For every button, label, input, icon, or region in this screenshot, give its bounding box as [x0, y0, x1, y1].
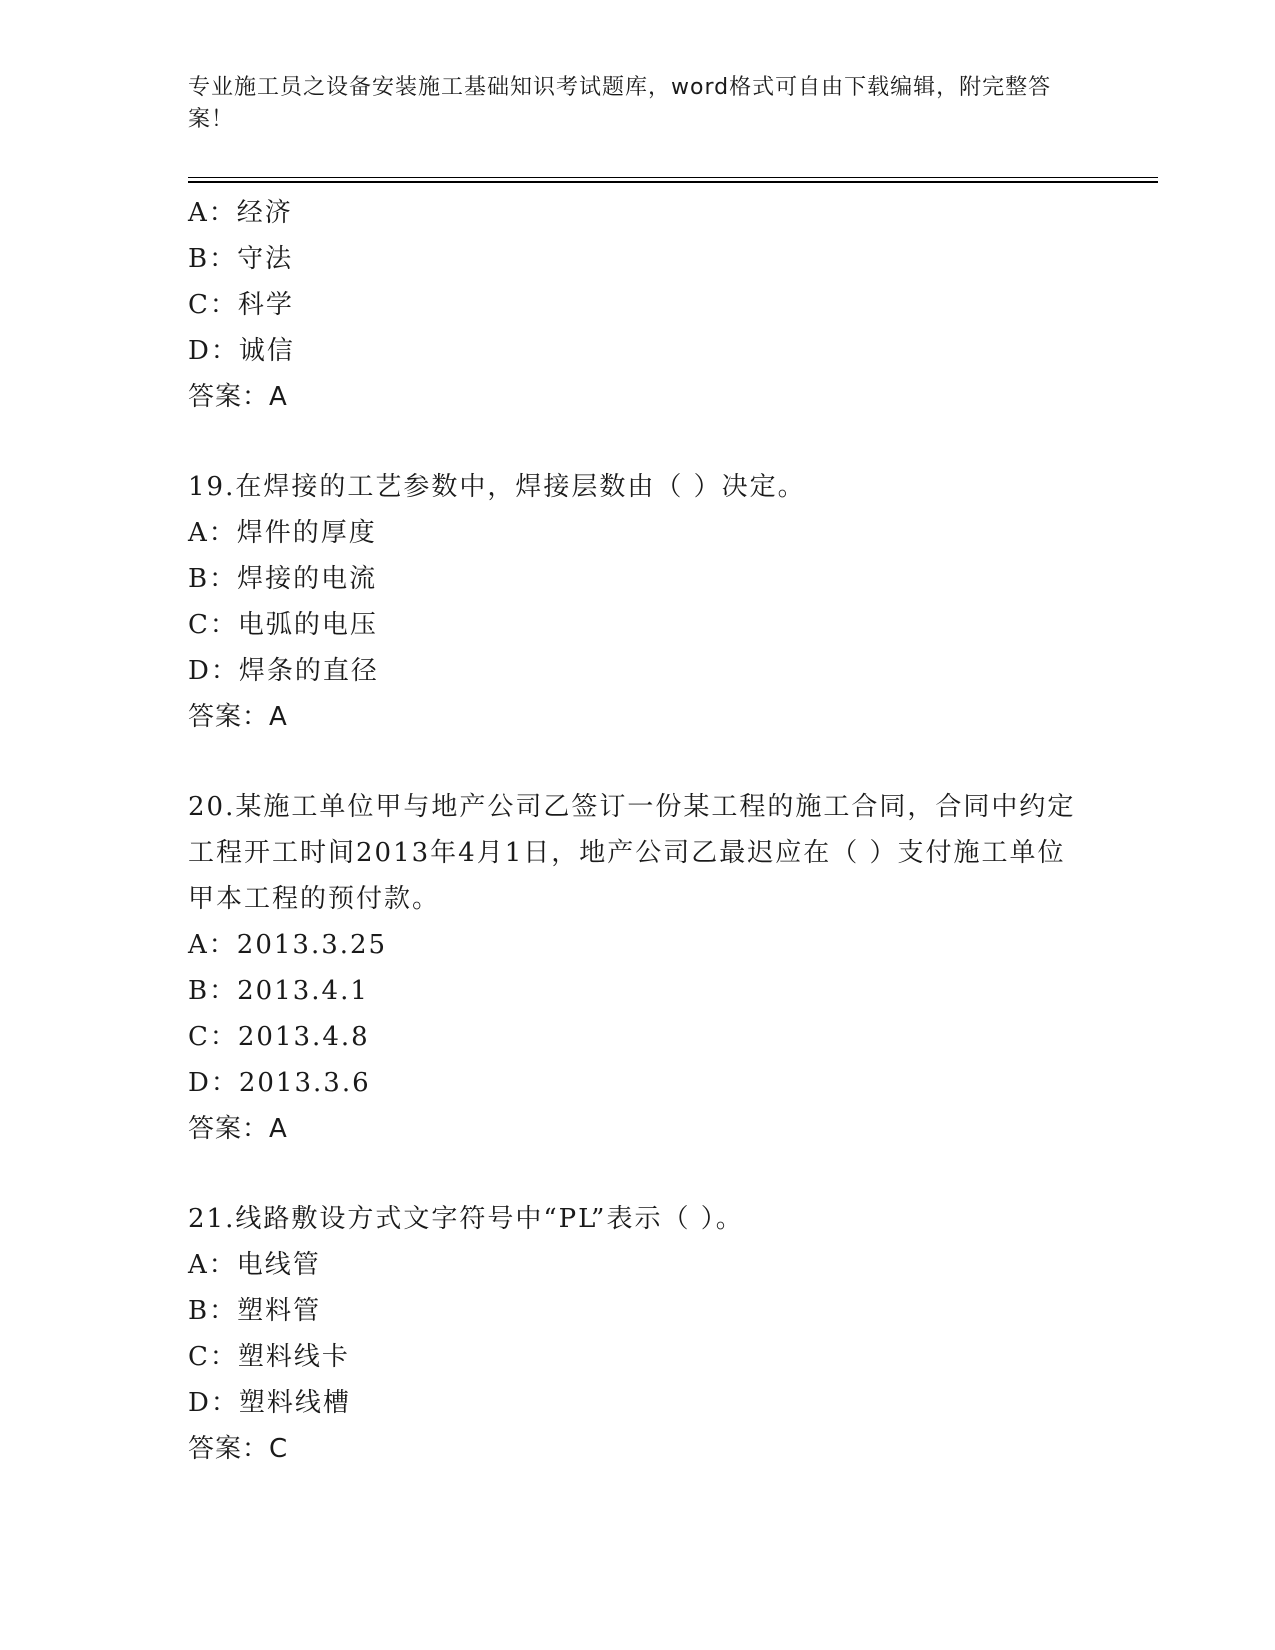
- question-text: 20.某施工单位甲与地产公司乙签订一份某工程的施工合同，合同中约定工程开工时间2013年4月1日，地产公司乙最迟应在（ ）支付施工单位甲本工程的预付款。: [188, 792, 1076, 914]
- option-c: C：电弧的电压: [188, 610, 378, 640]
- question-block-partial: [188, 190, 1088, 420]
- option-b: B：2013.4.1: [188, 976, 369, 1006]
- option-a: A：经济: [188, 198, 293, 228]
- option-d: D：诚信: [188, 336, 295, 366]
- answer-line: 答案：C: [188, 1434, 289, 1464]
- option-a: A：焊件的厚度: [188, 518, 377, 548]
- question-block-20: [188, 784, 1088, 1152]
- option-c: C：2013.4.8: [188, 1022, 370, 1052]
- answer-line: 答案：A: [188, 1114, 288, 1144]
- option-b: B：焊接的电流: [188, 564, 378, 594]
- option-d: D：塑料线槽: [188, 1388, 351, 1418]
- document-header: 专业施工员之设备安装施工基础知识考试题库，word格式可自由下载编辑，附完整答案！: [188, 75, 1052, 132]
- question-text: 21.线路敷设方式文字符号中“PL”表示（ ）。: [188, 1204, 744, 1234]
- header-rule-thick: [188, 181, 1158, 183]
- option-c: C：塑料线卡: [188, 1342, 350, 1372]
- question-list: [188, 190, 1088, 1472]
- option-d: D：2013.3.6: [188, 1068, 371, 1098]
- option-b: B：守法: [188, 244, 294, 274]
- option-a: A：2013.3.25: [188, 930, 388, 960]
- option-b: B：塑料管: [188, 1296, 322, 1326]
- option-d: D：焊条的直径: [188, 656, 379, 686]
- answer-line: 答案：A: [188, 702, 288, 732]
- question-text: 19.在焊接的工艺参数中，焊接层数由（ ）决定。: [188, 472, 806, 502]
- header-rule-thin: [188, 177, 1158, 178]
- answer-line: 答案：A: [188, 382, 288, 412]
- question-block-21: [188, 1196, 1088, 1472]
- question-block-19: [188, 464, 1088, 740]
- option-c: C：科学: [188, 290, 294, 320]
- option-a: A：电线管: [188, 1250, 321, 1280]
